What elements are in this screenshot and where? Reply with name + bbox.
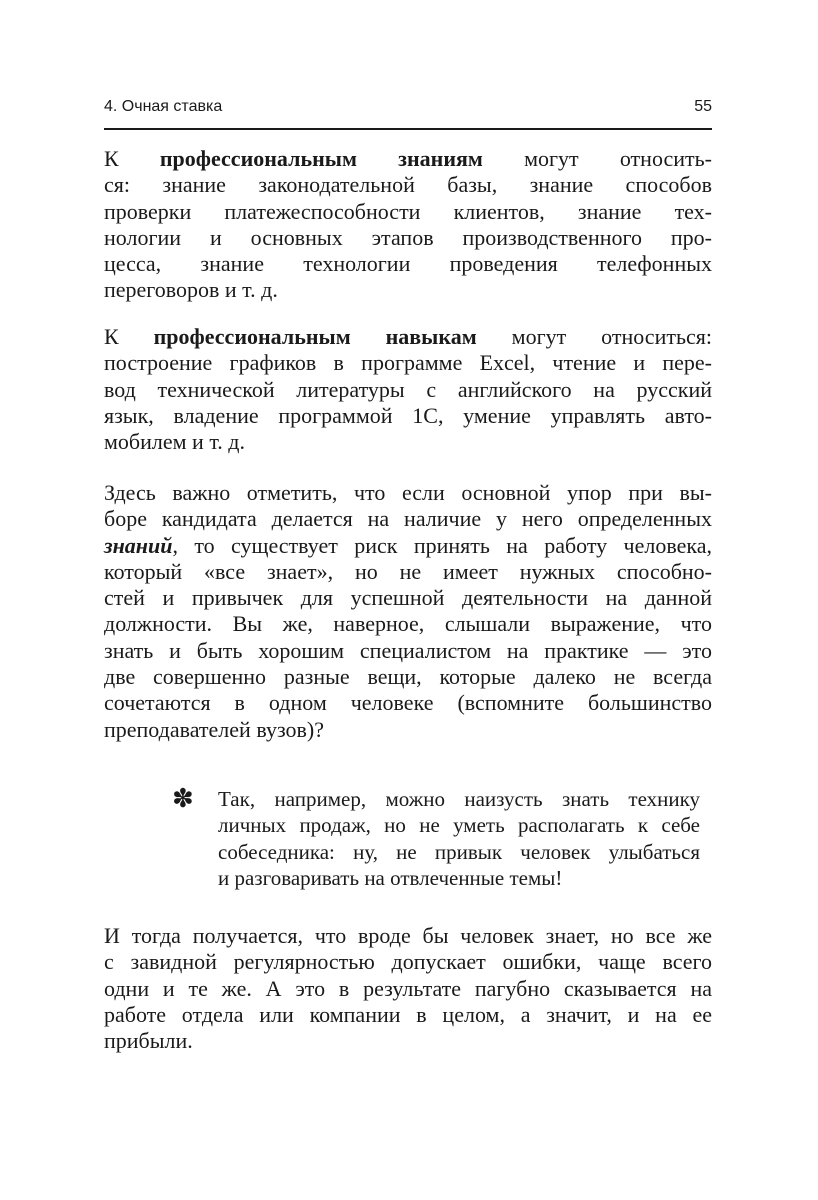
text-line bbox=[104, 324, 712, 350]
text-segment: одни и те же. А это в результате пагубно сказывается на bbox=[104, 975, 712, 1001]
text-segment: переговоров и т. д. bbox=[104, 277, 278, 303]
text-segment: знать и быть хорошим специалистом на практике — это bbox=[104, 637, 712, 663]
text-segment: К bbox=[104, 146, 160, 171]
emphasized-term: профессиональным навыкам bbox=[153, 324, 477, 349]
text-line bbox=[104, 429, 712, 455]
text-line bbox=[104, 717, 712, 743]
text-line bbox=[104, 690, 712, 716]
text-line bbox=[104, 506, 712, 532]
page-number: 55 bbox=[694, 98, 712, 115]
text-segment: сочетаются в одном человеке (вспомните большинство bbox=[104, 690, 712, 716]
text-line bbox=[104, 199, 712, 225]
text-segment: преподавателей вузов)? bbox=[104, 716, 324, 742]
text-segment: мобилем и т. д. bbox=[104, 429, 245, 455]
text-line bbox=[104, 976, 712, 1002]
paragraph-professional-knowledge bbox=[104, 146, 712, 304]
emphasized-term: профессиональным знаниям bbox=[159, 146, 483, 171]
text-line bbox=[104, 251, 712, 277]
running-header bbox=[104, 96, 712, 130]
text-segment: вод технической литературы с английского на русский bbox=[104, 376, 712, 402]
asterisk-flower-icon: ✽ bbox=[172, 784, 194, 814]
text-segment: цесса, знание технологии проведения телефонных bbox=[104, 251, 712, 277]
text-segment: ся: знание законодательной базы, знание способов bbox=[104, 172, 712, 198]
text-segment: И тогда получается, что вроде бы человек знает, но все же bbox=[104, 923, 712, 948]
text-segment: могут относить- bbox=[482, 146, 712, 171]
note-line: и разговаривать на отвлеченные темы! bbox=[218, 865, 563, 890]
text-segment: , то существует риск принять на работу человека, bbox=[172, 532, 712, 558]
text-line bbox=[104, 1028, 712, 1054]
text-line bbox=[104, 585, 712, 611]
text-segment: стей и привычек для успешной деятельности на данной bbox=[104, 585, 712, 611]
text-line bbox=[104, 638, 712, 664]
text-line bbox=[104, 225, 712, 251]
text-segment: который «все знает», но не имеет нужных способно- bbox=[104, 558, 712, 584]
text-line bbox=[104, 611, 712, 637]
text-line bbox=[104, 664, 712, 690]
text-segment: работе отдела или компании в целом, а значит, и на ее bbox=[104, 1001, 712, 1027]
text-line bbox=[104, 1002, 712, 1028]
text-line bbox=[104, 480, 712, 506]
text-line bbox=[104, 949, 712, 975]
side-note bbox=[218, 786, 700, 891]
text-segment: язык, владение программой 1С, умение управлять авто- bbox=[104, 402, 712, 428]
text-segment: с завидной регулярностью допускает ошибки, чаще всего bbox=[104, 949, 712, 975]
text-line bbox=[104, 559, 712, 585]
text-line bbox=[104, 146, 712, 172]
text-segment: две совершенно разные вещи, которые далеко не всегда bbox=[104, 664, 712, 690]
text-segment: построение графиков в программе Excel, чтение и пере- bbox=[104, 350, 712, 376]
text-line bbox=[104, 923, 712, 949]
text-segment: прибыли. bbox=[104, 1028, 193, 1054]
text-segment: боре кандидата делается на наличие у него определенных bbox=[104, 506, 712, 532]
text-segment: должности. Вы же, наверное, слышали выражение, что bbox=[104, 611, 712, 637]
emphasized-term: знаний bbox=[104, 532, 173, 558]
text-segment: проверки платежеспособности клиентов, знание тех- bbox=[104, 198, 712, 224]
text-segment: К bbox=[104, 324, 154, 349]
note-line: личных продаж, но не уметь располагать к себе bbox=[218, 813, 700, 838]
note-line: собеседника: ну, не привык человек улыбаться bbox=[218, 839, 700, 864]
text-line bbox=[104, 350, 712, 376]
text-line bbox=[104, 377, 712, 403]
text-segment: Здесь важно отметить, что если основной упор при вы- bbox=[104, 480, 712, 505]
chapter-title: 4. Очная ставка bbox=[104, 98, 223, 115]
paragraph-professional-skills bbox=[104, 324, 712, 455]
text-segment: нологии и основных этапов производственного про- bbox=[104, 224, 712, 250]
text-line bbox=[104, 277, 712, 303]
note-line: Так, например, можно наизусть знать технику bbox=[218, 787, 700, 811]
text-line bbox=[104, 403, 712, 429]
paragraph-knowledge-risk bbox=[104, 480, 712, 743]
text-segment: могут относиться: bbox=[476, 324, 712, 349]
paragraph-consequences bbox=[104, 923, 712, 1054]
text-line bbox=[104, 533, 712, 559]
text-line bbox=[104, 172, 712, 198]
